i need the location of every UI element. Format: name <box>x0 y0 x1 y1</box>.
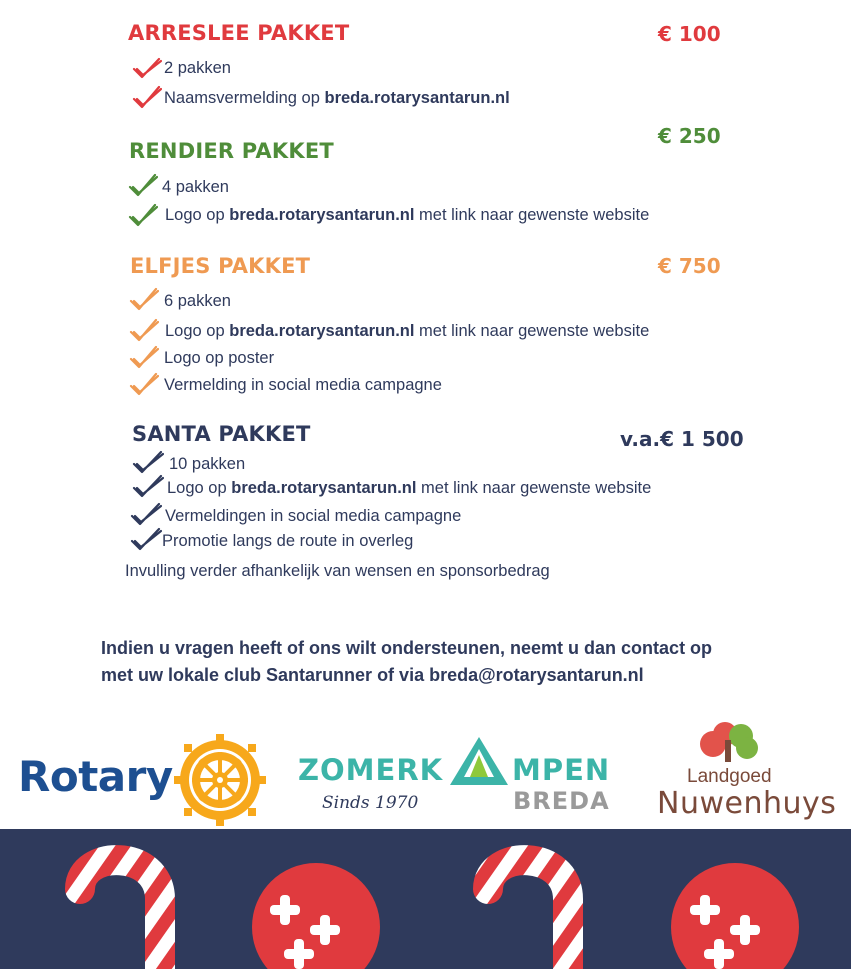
elfjes-title: ELFJES PAKKET <box>130 254 311 278</box>
checkmark-icon <box>132 474 164 500</box>
item-text: Vermelding in social media campagne <box>164 376 442 394</box>
checkmark-icon <box>132 85 162 111</box>
rendier-price: € 250 <box>658 124 721 148</box>
rotary-wheel-icon <box>172 732 268 828</box>
list-item: Logo op breda.rotarysantarun.nl met link naar gewenste website <box>128 317 748 345</box>
item-text: Logo op <box>167 479 232 497</box>
santa-price: v.a.€ 1 500 <box>620 427 744 451</box>
item-text: Logo op poster <box>164 349 275 367</box>
tent-icon <box>448 735 510 787</box>
website-link[interactable]: breda.rotarysantarun.nl <box>229 206 415 224</box>
list-item <box>128 371 728 399</box>
website-link[interactable]: breda.rotarysantarun.nl <box>231 479 417 497</box>
list-item <box>128 173 728 201</box>
item-text: 4 pakken <box>162 178 229 196</box>
checkmark-icon <box>130 527 162 553</box>
checkmark-icon <box>132 57 162 81</box>
item-text: Vermeldingen in social media campagne <box>165 507 462 525</box>
candy-cane-icon <box>488 860 568 969</box>
item-text: Logo op <box>165 322 230 340</box>
item-text: Promotie langs de route in overleg <box>162 532 414 550</box>
zomerkampen-tagline: Sinds 1970 <box>322 793 419 813</box>
checkmark-icon <box>129 372 159 398</box>
list-item <box>130 85 730 113</box>
item-text: 2 pakken <box>164 59 231 77</box>
list-item <box>128 344 728 372</box>
checkmark-icon <box>130 502 162 528</box>
santa-title: SANTA PAKKET <box>132 422 311 446</box>
zomerkampen-logo <box>298 735 610 815</box>
zomerkampen-text-left: ZOMERK <box>298 753 444 787</box>
nuwenhuys-small-text: Landgoed <box>687 766 772 787</box>
checkmark-icon <box>128 203 158 229</box>
checkmark-icon <box>129 318 159 344</box>
list-item <box>130 502 730 530</box>
item-text: Naamsvermelding op <box>164 89 325 107</box>
checkmark-icon <box>129 287 159 313</box>
list-item: Logo op breda.rotarysantarun.nl met link naar gewenste website <box>130 474 750 502</box>
checkmark-icon <box>132 450 164 476</box>
checkmark-icon <box>129 345 159 371</box>
nuwenhuys-logo <box>655 718 845 828</box>
ornament-icon <box>671 863 799 969</box>
footer-decoration <box>0 829 851 969</box>
item-text: Logo op <box>165 206 230 224</box>
website-link[interactable]: breda.rotarysantarun.nl <box>324 89 510 107</box>
santa-note: Invulling verder afhankelijk van wensen en sponsorbedrag <box>125 562 550 580</box>
website-link[interactable]: breda.rotarysantarun.nl <box>229 322 415 340</box>
contact-line-2: met uw lokale club Santarunner of via breda@rotarysantarun.nl <box>101 665 644 685</box>
candy-cane-icon <box>80 860 160 969</box>
nuwenhuys-large-text: Nuwenhuys <box>657 786 837 821</box>
list-item <box>128 287 728 315</box>
arreslee-price: € 100 <box>658 22 721 46</box>
footer-band <box>0 829 851 969</box>
rotary-wordmark: Rotary <box>18 752 173 801</box>
item-text: 10 pakken <box>169 455 246 473</box>
contact-line-1: Indien u vragen heeft of ons wilt ondersteunen, neemt u dan contact op <box>101 638 713 658</box>
rotary-logo <box>18 730 268 830</box>
tree-leaf-icon <box>697 720 761 762</box>
contact-text <box>101 635 712 689</box>
list-item: Logo op breda.rotarysantarun.nl met link naar gewenste website <box>128 202 748 230</box>
zomerkampen-city: BREDA <box>513 787 610 815</box>
checkmark-icon <box>128 173 158 199</box>
elfjes-price: € 750 <box>658 254 721 278</box>
ornament-icon <box>252 863 380 969</box>
rendier-title: RENDIER PAKKET <box>129 139 334 163</box>
item-text: 6 pakken <box>164 292 231 310</box>
list-item <box>130 527 730 555</box>
arreslee-title: ARRESLEE PAKKET <box>128 21 350 45</box>
zomerkampen-text-right: MPEN <box>512 753 611 787</box>
list-item <box>130 55 730 83</box>
